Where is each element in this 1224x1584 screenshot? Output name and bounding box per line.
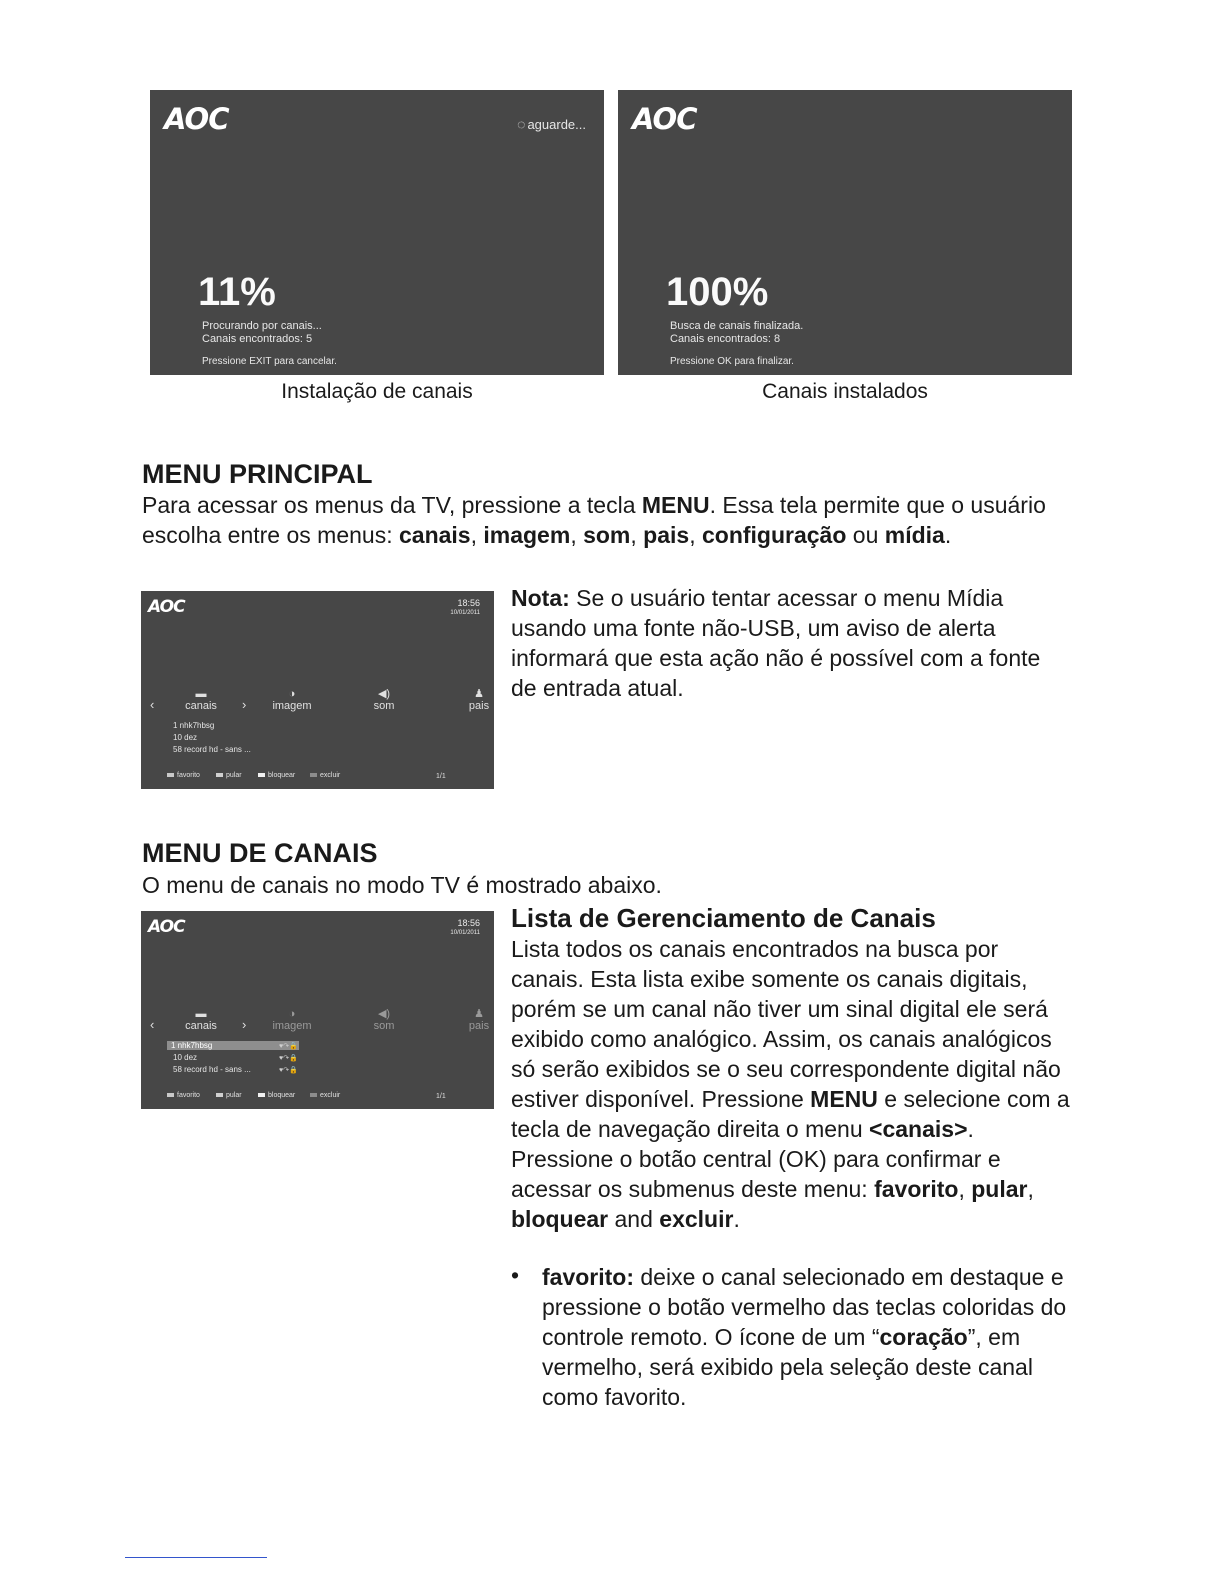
bullet-marker: • [511,1262,520,1288]
section-title-menu-canais: MENU DE CANAIS [142,838,378,868]
caption-channel-install: Instalação de canais [281,380,473,403]
image-icon: ◑ [288,1008,296,1020]
menu-right-arrow[interactable]: › [242,1017,247,1032]
channel-management-paragraph: Lista todos os canais encontrados na busca por canais. Esta lista exibe somente os canais digitais, porém se um canal não tiver um sinal digital ele será exibido como analógico. Assim, os canais analógicos só serão exibidos se o seu correspondente digital não estiver disponível. Pressione MENU e selecione com a tecla de navegação direita o menu <canais>. Pressione o botão central (OK) para confirmar e acessar os submenus deste menu: favorito, pular, bloquear and excluir. [511,936,1070,1232]
tv-main-menu-screen [141,591,494,789]
page-number: 1/1 [436,1093,446,1100]
parental-icon: ♟ [474,1008,484,1020]
speaker-icon: ◀) [377,1008,391,1020]
channels-found-line: Canais encontrados: 5 [202,333,313,345]
instruction-line: Pressione EXIT para cancelar. [202,356,337,367]
menu-item-som[interactable]: ◀) som [354,688,414,712]
menu-item-imagem[interactable]: ◑ imagem [262,688,322,712]
clock: 18:56 10/01/2011 [450,918,480,936]
footer-excluir: excluir [310,772,340,779]
menu-item-canais[interactable]: ▬ canais [171,1008,231,1032]
footnote-divider [125,1557,267,1558]
channel-status-icons: ♥↷🔒 [279,1055,298,1062]
menu-right-arrow[interactable]: › [242,697,247,712]
nota-paragraph: Nota: Se o usuário tentar acessar o menu Mídia usando uma fonte não-USB, um aviso de alerta informará que esta ação não é possível com a fonte de entrada atual. [511,585,1041,701]
tv-icon: ▬ [195,688,207,700]
footer-excluir: excluir [310,1092,340,1099]
progress-percent: 100% [666,270,769,314]
menu-left-arrow[interactable]: ‹ [150,1017,155,1032]
image-icon: ◑ [288,688,296,700]
tv-icon: ▬ [195,1008,207,1020]
subsection-title-channel-management: Lista de Gerenciamento de Canais [511,903,936,933]
footer-pular: pular [216,1092,242,1099]
aoc-logo: AOC [632,102,697,136]
footer-bloquear: bloquear [258,1092,295,1099]
menu-canais-intro: O menu de canais no modo TV é mostrado abaixo. [142,872,662,898]
footer-favorito: favorito [167,772,200,779]
scan-status-line: Procurando por canais... [202,320,322,332]
aoc-logo: AOC [148,597,185,617]
parental-icon: ♟ [474,688,484,700]
footer-favorito: favorito [167,1092,200,1099]
speaker-icon: ◀) [377,688,391,700]
channel-row[interactable]: 10 dez [173,1053,198,1062]
channels-found-line: Canais encontrados: 8 [670,333,781,345]
bullet-favorito: favorito: deixe o canal selecionado em destaque e pressione o botão vermelho das teclas coloridas do controle remoto. O ícone de um “coração”, em vermelho, será exibido pela seleção deste canal como favorito. [542,1264,1067,1410]
channel-row[interactable]: 58 record hd - sans ... [173,1065,251,1074]
menu-item-imagem[interactable]: ◑ imagem [262,1008,322,1032]
menu-item-som[interactable]: ◀) som [354,1008,414,1032]
menu-item-pais[interactable]: ♟ pais [449,688,494,712]
channel-status-icons: ♥↷🔒 [279,1043,298,1050]
aoc-logo: AOC [148,917,185,937]
aoc-logo: AOC [164,102,229,136]
section-title-menu-principal: MENU PRINCIPAL [142,459,373,489]
clock: 18:56 10/01/2011 [450,598,480,616]
menu-principal-paragraph: Para acessar os menus da TV, pressione a tecla MENU. Essa tela permite que o usuário escolha entre os menus: canais, imagem, som, pais, configuração ou mídia. [142,492,1046,548]
channel-row[interactable]: 1 nhk7hbsg [173,721,215,730]
channel-row-selected[interactable]: 1 nhk7hbsg [167,1041,299,1050]
channel-status-icons: ♥↷🔒 [279,1067,298,1074]
tv-screen-channels-installed [618,90,1072,375]
footer-bloquear: bloquear [258,772,295,779]
loading-status [517,116,586,132]
menu-item-canais[interactable]: ▬ canais [171,688,231,712]
caption-channels-installed: Canais instalados [762,380,928,403]
tv-channel-menu-screen [141,911,494,1109]
loading-text: aguarde... [527,117,586,132]
scan-status-line: Busca de canais finalizada. [670,320,804,332]
menu-item-pais[interactable]: ♟ pais [449,1008,494,1032]
footer-pular: pular [216,772,242,779]
instruction-line: Pressione OK para finalizar. [670,356,794,367]
tv-screen-channel-install [150,90,604,375]
page-number: 1/1 [436,773,446,780]
progress-percent: 11% [198,270,276,314]
menu-left-arrow[interactable]: ‹ [150,697,155,712]
spinner-icon: ◌ [517,116,526,132]
channel-row[interactable]: 58 record hd - sans ... [173,745,251,754]
channel-row[interactable]: 10 dez [173,733,198,742]
